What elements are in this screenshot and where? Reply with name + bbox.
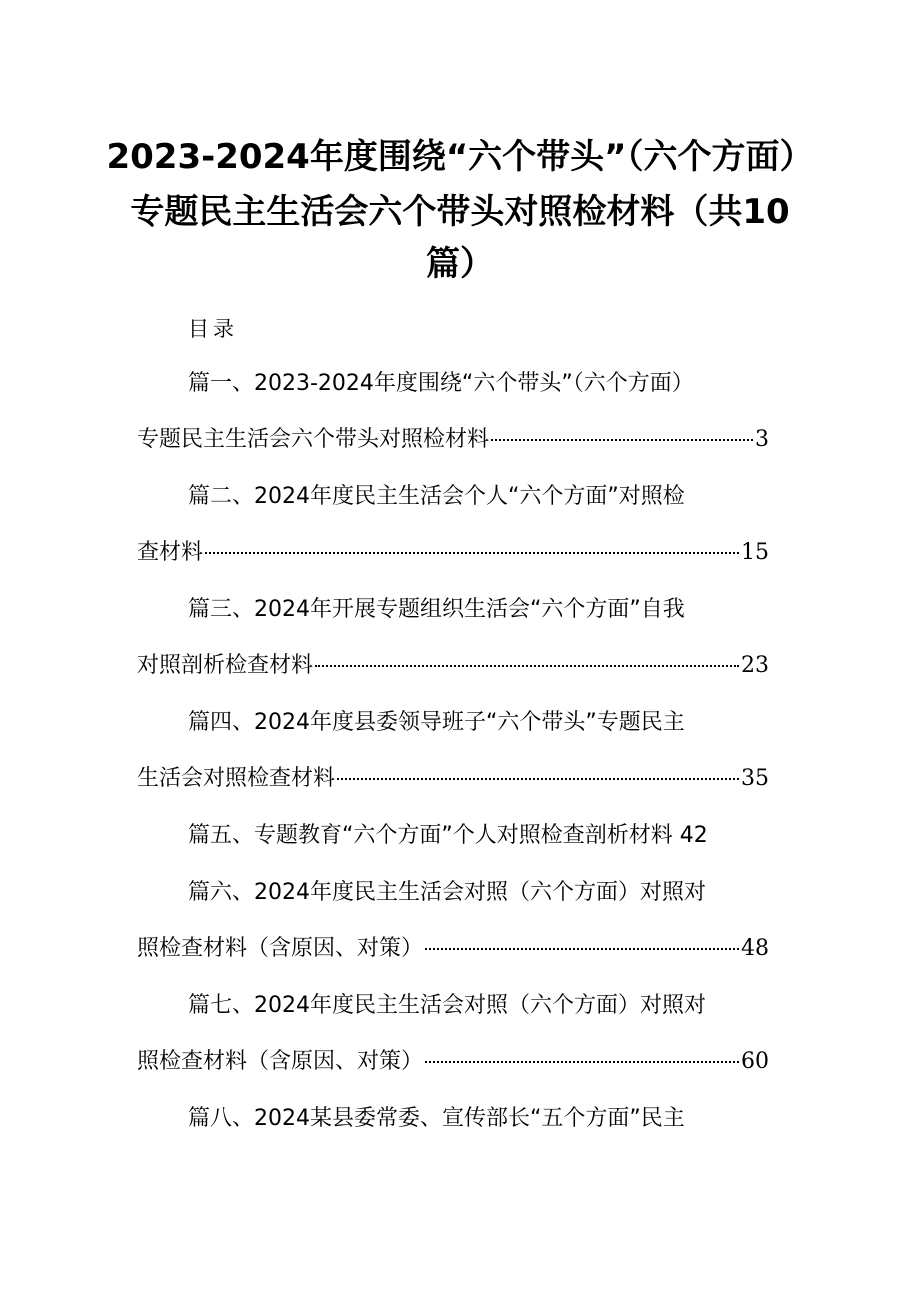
dot-leader — [337, 778, 739, 780]
toc-page-number: 60 — [741, 1049, 769, 1074]
toc-entry-3-line-2[interactable] — [137, 650, 769, 682]
toc-page-number: 15 — [741, 540, 769, 565]
toc-entry-4-line-1[interactable]: 篇四、2024年度县委领导班子“六个带头”专题民主 — [188, 710, 685, 735]
toc-page-number: 3 — [755, 427, 769, 452]
toc-entry-text: 查材料 — [137, 540, 204, 565]
toc-entry-7-line-2[interactable] — [137, 1046, 769, 1078]
dot-leader — [491, 439, 753, 441]
toc-page-number: 23 — [741, 653, 769, 678]
toc-entry-2-line-1[interactable]: 篇二、2024年度民主生活会个人“六个方面”对照检 — [188, 484, 685, 509]
dot-leader — [425, 948, 739, 950]
toc-entry-1-line-2[interactable] — [137, 424, 769, 456]
dot-leader — [315, 665, 739, 667]
toc-page-number: 48 — [741, 936, 769, 961]
toc-entry-8-line-1[interactable]: 篇八、2024某县委常委、宣传部长“五个方面”民主 — [188, 1106, 685, 1131]
document-title-line-2: 专题民主生活会六个带头对照检材料（共10 — [130, 192, 790, 232]
toc-entry-4-line-2[interactable] — [137, 763, 769, 795]
toc-entry-6-line-2[interactable] — [137, 933, 769, 965]
toc-entry-1-line-1[interactable]: 篇一、2023-2024年度围绕“六个带头”（六个方面） — [188, 371, 694, 396]
toc-heading: 目录 — [188, 317, 238, 341]
toc-entry-text: 对照剖析检查材料 — [137, 653, 314, 678]
toc-entry-text: 照检查材料（含原因、对策） — [137, 936, 424, 961]
dot-leader — [205, 552, 739, 554]
toc-entry-2-line-2[interactable] — [137, 537, 769, 569]
toc-entry-text: 专题民主生活会六个带头对照检材料 — [137, 427, 490, 452]
toc-page-number: 35 — [741, 766, 769, 791]
document-title-line-1: 2023-2024年度围绕“六个带头”（六个方面） — [106, 137, 814, 177]
toc-entry-6-line-1[interactable]: 篇六、2024年度民主生活会对照（六个方面）对照对 — [188, 880, 706, 905]
toc-entry-text: 照检查材料（含原因、对策） — [137, 1049, 424, 1074]
toc-entry-3-line-1[interactable]: 篇三、2024年开展专题组织生活会“六个方面”自我 — [188, 597, 685, 622]
toc-entry-5-line-1[interactable]: 篇五、专题教育“六个方面”个人对照检查剖析材料 42 — [188, 823, 708, 848]
dot-leader — [425, 1061, 739, 1063]
toc-entry-text: 生活会对照检查材料 — [137, 766, 336, 791]
toc-entry-7-line-1[interactable]: 篇七、2024年度民主生活会对照（六个方面）对照对 — [188, 993, 706, 1018]
document-title-line-3: 篇） — [426, 244, 494, 284]
